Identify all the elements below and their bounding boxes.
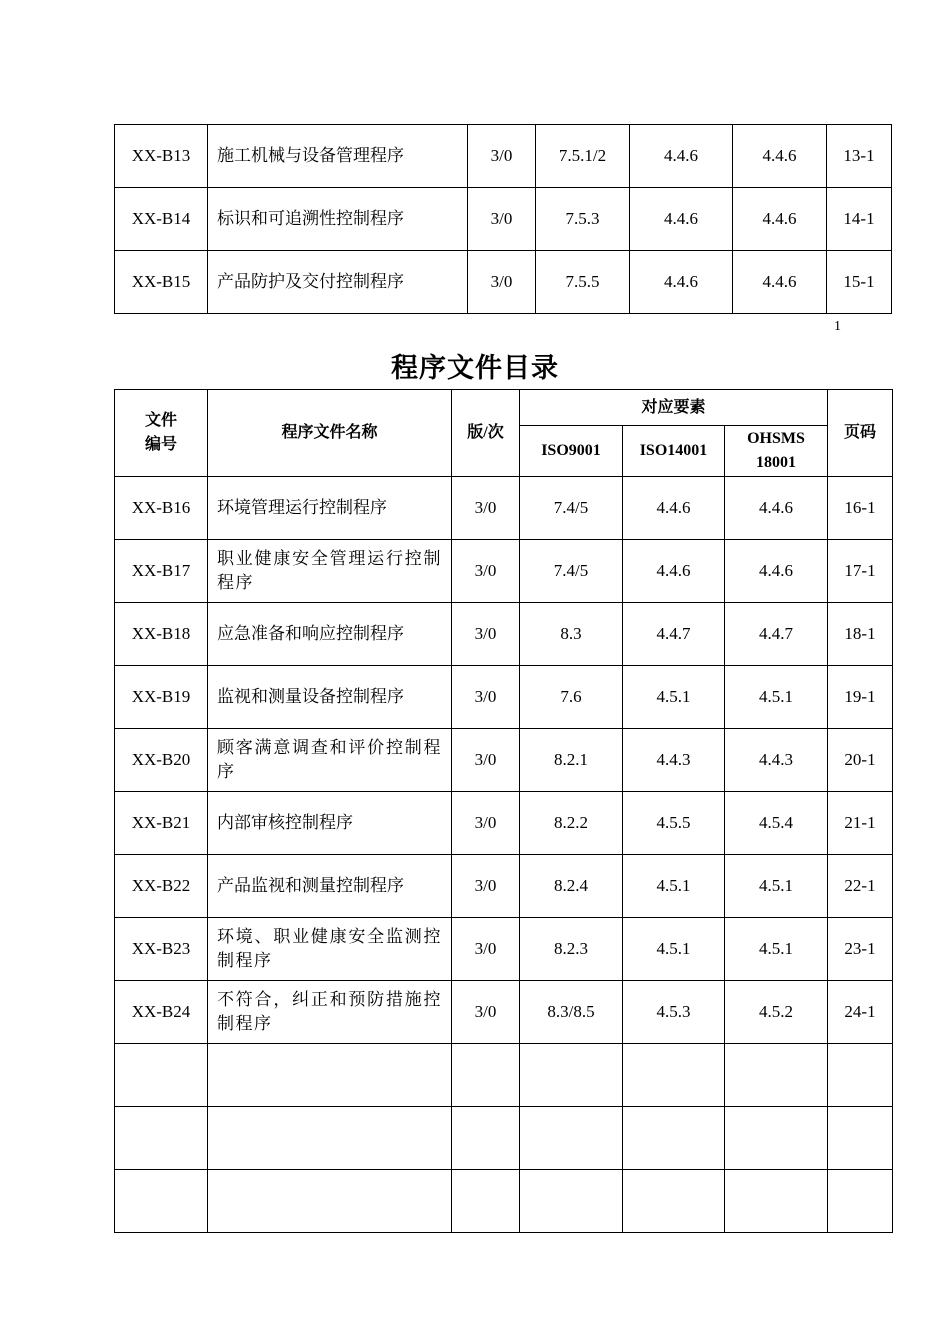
procedure-name: 应急准备和响应控制程序 [208,603,452,666]
file-code: XX-B17 [115,540,208,603]
version: 3/0 [468,125,536,188]
procedure-name: 不符合，纠正和预防措施控制程序 [208,981,452,1044]
procedure-name: 职业健康安全管理运行控制程序 [208,540,452,603]
procedure-name: 顾客满意调查和评价控制程序 [208,729,452,792]
procedure-name [208,1170,452,1233]
page-ref: 15-1 [827,251,892,314]
top-table-continuation [114,124,892,314]
iso14001-clause: 4.4.6 [630,188,733,251]
header-file-code-line2: 编号 [144,436,177,453]
ohsms-clause: 4.4.7 [725,603,828,666]
table-row [115,1170,893,1233]
version: 3/0 [452,540,520,603]
iso14001-clause: 4.5.1 [623,666,725,729]
page-ref: 13-1 [827,125,892,188]
file-code [115,1107,208,1170]
file-code [115,1170,208,1233]
procedure-name: 环境管理运行控制程序 [208,477,452,540]
version: 3/0 [452,855,520,918]
file-code: XX-B23 [115,918,208,981]
page-ref: 14-1 [827,188,892,251]
header-version: 版/次 [452,390,520,477]
procedure-name: 产品防护及交付控制程序 [208,251,468,314]
file-code: XX-B24 [115,981,208,1044]
ohsms-clause: 4.4.6 [725,540,828,603]
table-row [115,188,892,251]
iso14001-clause: 4.4.3 [623,729,725,792]
header-file-code [115,390,208,477]
table-row [115,1044,893,1107]
page-ref: 16-1 [828,477,893,540]
iso14001-clause: 4.4.7 [623,603,725,666]
procedure-name: 监视和测量设备控制程序 [208,666,452,729]
version: 3/0 [452,666,520,729]
version: 3/0 [452,477,520,540]
ohsms-clause: 4.4.6 [733,188,827,251]
ohsms-clause: 4.5.4 [725,792,828,855]
table-row [115,251,892,314]
page-number: 1 [834,319,841,334]
header-ohsms-line1: OHSMS [747,430,805,447]
iso9001-clause: 7.4/5 [520,540,623,603]
iso14001-clause: 4.5.1 [623,918,725,981]
version [452,1044,520,1107]
ohsms-clause: 4.4.3 [725,729,828,792]
table-row [115,792,893,855]
header-iso9001: ISO9001 [520,426,623,477]
page-ref: 17-1 [828,540,893,603]
table-row [115,540,893,603]
iso9001-clause: 7.5.1/2 [536,125,630,188]
procedure-name: 施工机械与设备管理程序 [208,125,468,188]
ohsms-clause: 4.5.1 [725,666,828,729]
iso14001-clause [623,1044,725,1107]
version: 3/0 [452,981,520,1044]
iso9001-clause: 8.3 [520,603,623,666]
header-corresponding-elements: 对应要素 [520,390,828,426]
version [452,1107,520,1170]
iso14001-clause: 4.5.3 [623,981,725,1044]
iso14001-clause: 4.4.6 [630,125,733,188]
iso9001-clause: 7.6 [520,666,623,729]
version: 3/0 [452,918,520,981]
page-ref: 21-1 [828,792,893,855]
iso14001-clause: 4.4.6 [623,477,725,540]
file-code: XX-B13 [115,125,208,188]
ohsms-clause: 4.4.6 [725,477,828,540]
file-code: XX-B21 [115,792,208,855]
ohsms-clause [725,1107,828,1170]
procedure-document-table [114,389,893,1233]
ohsms-clause: 4.5.1 [725,918,828,981]
version: 3/0 [452,729,520,792]
table-row [115,477,893,540]
file-code: XX-B18 [115,603,208,666]
iso9001-clause: 8.2.3 [520,918,623,981]
page-ref: 23-1 [828,918,893,981]
table-row [115,1107,893,1170]
procedure-name: 环境、职业健康安全监测控制程序 [208,918,452,981]
file-code: XX-B20 [115,729,208,792]
table-row [115,125,892,188]
header-iso14001: ISO14001 [623,426,725,477]
table-row [115,666,893,729]
page-ref: 18-1 [828,603,893,666]
iso9001-clause [520,1170,623,1233]
iso9001-clause [520,1044,623,1107]
version: 3/0 [452,792,520,855]
file-code: XX-B22 [115,855,208,918]
header-file-code-line1: 文件 [144,412,177,429]
procedure-name [208,1044,452,1107]
version: 3/0 [452,603,520,666]
procedure-name: 内部审核控制程序 [208,792,452,855]
ohsms-clause: 4.5.2 [725,981,828,1044]
version: 3/0 [468,251,536,314]
file-code [115,1044,208,1107]
header-ohsms-line2: 18001 [756,454,796,471]
procedure-name: 产品监视和测量控制程序 [208,855,452,918]
file-code: XX-B15 [115,251,208,314]
header-page: 页码 [828,390,893,477]
ohsms-clause: 4.5.1 [725,855,828,918]
version: 3/0 [468,188,536,251]
file-code: XX-B16 [115,477,208,540]
file-code: XX-B14 [115,188,208,251]
header-procedure-name: 程序文件名称 [208,390,452,477]
page-ref [828,1170,893,1233]
ohsms-clause: 4.4.6 [733,251,827,314]
iso14001-clause: 4.4.6 [623,540,725,603]
iso9001-clause [520,1107,623,1170]
iso9001-clause: 8.2.4 [520,855,623,918]
procedure-name [208,1107,452,1170]
page-ref: 20-1 [828,729,893,792]
iso14001-clause [623,1107,725,1170]
ohsms-clause: 4.4.6 [733,125,827,188]
iso9001-clause: 8.3/8.5 [520,981,623,1044]
procedure-name: 标识和可追溯性控制程序 [208,188,468,251]
page-ref [828,1044,893,1107]
page-title: 程序文件目录 [391,353,559,384]
page-ref [828,1107,893,1170]
iso14001-clause: 4.4.6 [630,251,733,314]
table-row [115,855,893,918]
table-row [115,603,893,666]
table-row [115,918,893,981]
iso9001-clause: 8.2.1 [520,729,623,792]
iso14001-clause: 4.5.5 [623,792,725,855]
header-ohsms [725,426,828,477]
iso14001-clause: 4.5.1 [623,855,725,918]
file-code: XX-B19 [115,666,208,729]
iso9001-clause: 7.5.3 [536,188,630,251]
table-row [115,981,893,1044]
iso9001-clause: 7.5.5 [536,251,630,314]
page-ref: 19-1 [828,666,893,729]
page-ref: 24-1 [828,981,893,1044]
ohsms-clause [725,1044,828,1107]
version [452,1170,520,1233]
ohsms-clause [725,1170,828,1233]
table-row [115,729,893,792]
page-ref: 22-1 [828,855,893,918]
iso9001-clause: 8.2.2 [520,792,623,855]
iso9001-clause: 7.4/5 [520,477,623,540]
iso14001-clause [623,1170,725,1233]
